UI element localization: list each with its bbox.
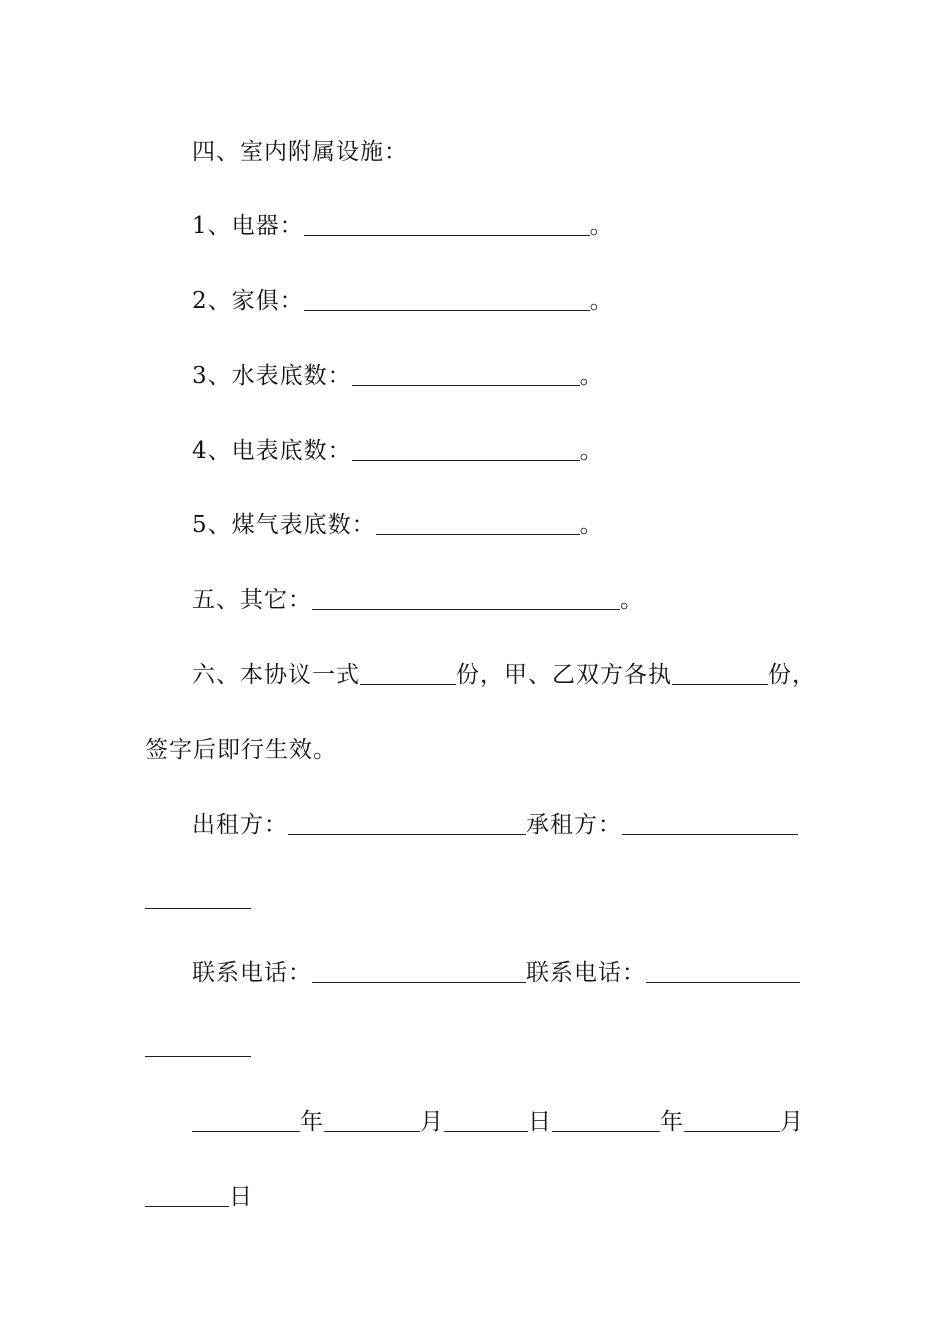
lessee-blank[interactable] xyxy=(622,812,798,835)
lessee-phone-blank[interactable] xyxy=(646,960,800,983)
other-blank[interactable] xyxy=(312,587,620,610)
electric-meter-blank[interactable] xyxy=(352,438,580,461)
copies-each-blank[interactable] xyxy=(672,662,768,685)
section-4-heading: 四、室内附属设施： xyxy=(192,139,408,165)
parties-row: 出租方： 承租方： xyxy=(192,810,798,840)
section-5-row: 五、其它： 。 xyxy=(192,587,644,613)
lessee-day-blank[interactable] xyxy=(145,1184,229,1207)
lessee-year-blank[interactable] xyxy=(552,1109,660,1132)
lessor-month-blank[interactable] xyxy=(324,1109,420,1132)
lessee-phone-continuation[interactable] xyxy=(145,1034,251,1057)
phone-row: 联系电话： 联系电话： xyxy=(192,958,800,988)
copies-total-blank[interactable] xyxy=(360,662,456,685)
lessee-blank-continuation[interactable] xyxy=(145,886,251,909)
section-6-row: 六、本协议一式 份，甲、乙双方各执 份， xyxy=(192,662,816,688)
gas-meter-row: 5、煤气表底数： 。 xyxy=(192,512,604,538)
lessor-day-blank[interactable] xyxy=(444,1109,528,1132)
appliances-blank[interactable] xyxy=(304,213,590,236)
lessor-blank[interactable] xyxy=(288,812,526,835)
section-6-continuation: 签字后即行生效。 xyxy=(145,737,337,763)
gas-meter-blank[interactable] xyxy=(376,512,580,535)
lessor-phone-blank[interactable] xyxy=(312,960,526,983)
date-continuation-row: 日 xyxy=(145,1182,253,1212)
lessee-month-blank[interactable] xyxy=(684,1109,780,1132)
lessor-year-blank[interactable] xyxy=(192,1109,300,1132)
furniture-blank[interactable] xyxy=(304,288,590,311)
water-meter-row: 3、水表底数： 。 xyxy=(192,363,604,389)
lessee-blank-continuation-row xyxy=(145,884,251,914)
appliances-row: 1、电器： 。 xyxy=(192,213,614,239)
date-row: 年 月 日 年 月 xyxy=(192,1107,804,1137)
lessee-phone-continuation-row xyxy=(145,1032,251,1062)
water-meter-blank[interactable] xyxy=(352,363,580,386)
furniture-row: 2、家俱： 。 xyxy=(192,288,614,314)
electric-meter-row: 4、电表底数： 。 xyxy=(192,438,604,464)
